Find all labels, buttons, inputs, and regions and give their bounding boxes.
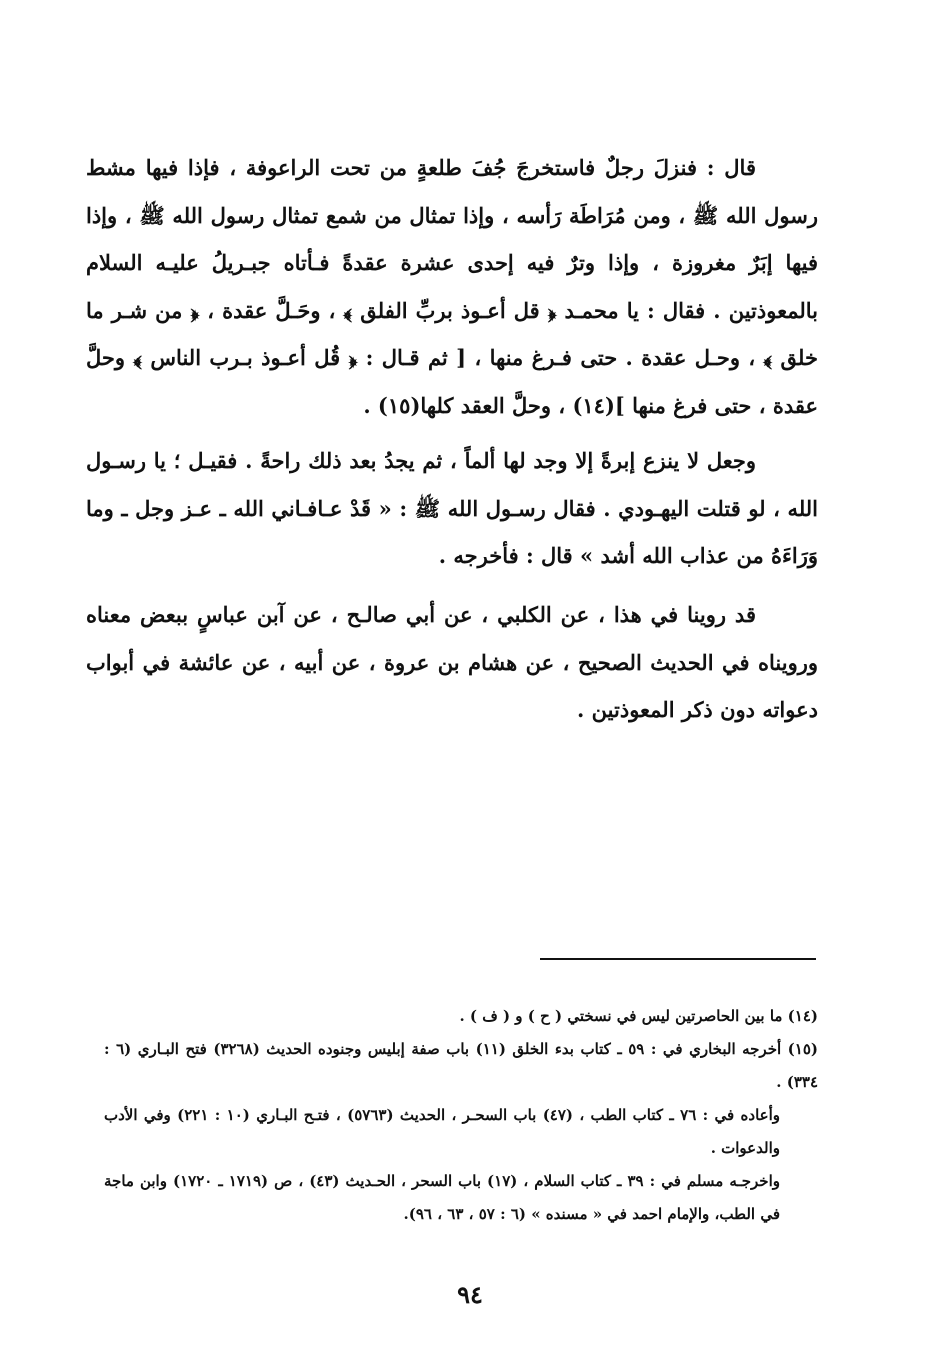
footnote-15-continuation-bukhari: وأعاده في : ٧٦ ـ كتاب الطب ، (٤٧) باب السحـر ، الحديث (٥٧٦٣) ، فتـح البـاري (١٠ : ٢٢١) وفي الأدب والدعوات . [104,1106,780,1157]
paragraph-text: قال : فنزلَ رجلٌ فاستخرجَ جُفَ طلعةٍ من تحت الراعوفة ، فإذا فيها مشط رسول الله ﷺ ، ومن مُرَاطَة رَأسه ، وإذا تمثال من شمع تمثال رسول الله ﷺ ، وإذا فيها إبَرٌ مغروزة ، وإذا وترٌ فيه إحدى عشرة عقدةً فـأتاه جبـريلُ عليـه السلام بالمعوذتين . فقال : يا محمـد ﴿ قل أعـوذ بربِّ الفلق ﴾ ، وحَـلَّ عقدة ، ﴿ من شـر ما خلق ﴾ ، وحـل عقدة . حتى فـرغ منها ، [ ثم قـال : ﴿ قُل أعـوذ بـرب الناس ﴾ وحلَّ عقدة ، حتى فرغ منها ](١٤) ، وحلَّ العقد كلها(١٥) . [86,155,818,418]
footnote-15: (١٥) أخرجه البخاري في : ٥٩ ـ كتاب بدء الخلق (١١) باب صفة إبليس وجنوده الحديث (٣٢٦٨) فتح البـاري (٦ : ٣٣٤) . [104,1040,818,1091]
footnote-14: (١٤) ما بين الحاصرتين ليس في نسختي ( ح ) و ( ف ) . [459,1007,818,1025]
paragraph-text: قد روينا في هذا ، عن الكلبي ، عن أبي صالـح ، عن آبن عباسٍ ببعض معناه ورويناه في الحديث الصحيح ، عن هشام بن عروة ، عن أبيه ، عن عائشة في أبواب دعواته دون ذكر المعوذتين . [86,602,818,722]
body-paragraph-1 [86,144,818,429]
paragraph-text: وجعل لا ينزع إبرةً إلا وجد لها ألماً ، ثم يجدُ بعد ذلك راحةً . فقيـل ؛ يا رسـول الله ، لو قتلت اليهـودي . فقال رسـول الله ﷺ : « قَدْ عـافـاني الله ـ عـز وجل ـ وما وَرَاءَهُ من عذاب الله أشد » قال : فأخرجه . [86,448,818,568]
footnotes-section [104,1000,818,1231]
footnote-separator-line [540,958,816,960]
page-number: ٩٤ [457,1280,483,1309]
footnote-15-continuation-muslim: واخرجـه مسلم في : ٣٩ ـ كتاب السلام ، (١٧) باب السحر ، الحـديث (٤٣) ، ص (١٧١٩ ـ ١٧٢٠) وابن ماجة في الطب، والإمام احمد في « مسنده » (٦ : ٥٧ ، ٦٣ ، ٩٦). [104,1172,780,1223]
body-paragraph-3 [86,591,818,734]
body-paragraph-2 [86,437,818,580]
